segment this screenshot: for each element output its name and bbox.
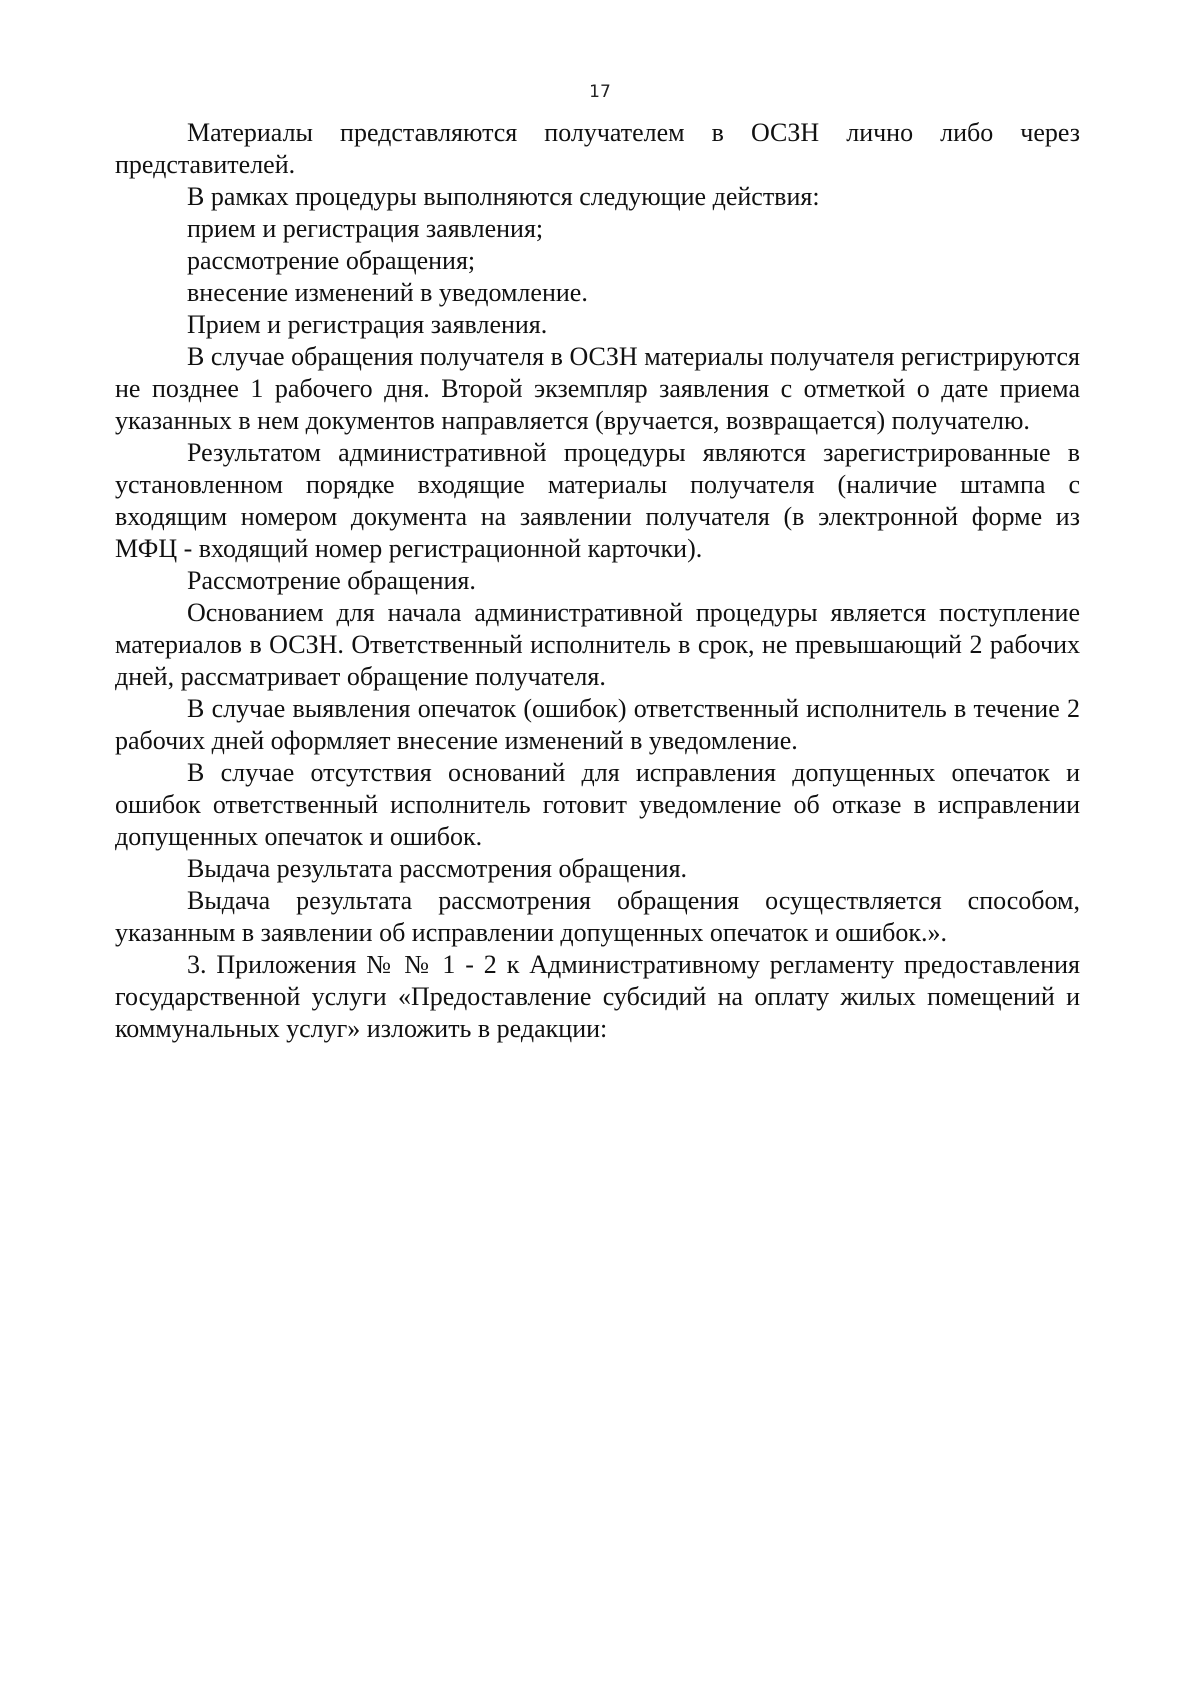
paragraph: 3. Приложения № № 1 - 2 к Административному регламенту предоставления государственной услуги «Предоставление субсидий на оплату жилых помещений и коммунальных услуг» изложить в редакции: (115, 950, 1080, 1043)
document-body (115, 117, 1080, 1045)
section-heading: Прием и регистрация заявления. (187, 310, 548, 339)
paragraph: рассмотрение обращения; (187, 246, 476, 275)
paragraph: Основанием для начала административной процедуры является поступление материалов в ОСЗН. Ответственный исполнитель в срок, не превышающий 2 рабочих дней, рассматривает обращение получателя. (115, 598, 1080, 691)
paragraph: В случае обращения получателя в ОСЗН материалы получателя регистрируются не позднее 1 рабочего дня. Второй экземпляр заявления с отметкой о дате приема указанных в нем документов направляется (вручается, возвращается) получателю. (115, 342, 1080, 435)
section-heading: Выдача результата рассмотрения обращения. (187, 854, 688, 883)
page-number: 17 (589, 82, 611, 102)
section-heading: Рассмотрение обращения. (187, 566, 476, 595)
paragraph: внесение изменений в уведомление. (187, 278, 588, 307)
paragraph: Результатом административной процедуры являются зарегистрированные в установленном порядке входящие материалы получателя (наличие штампа с входящим номером документа на заявлении получателя (в электронной форме из МФЦ - входящий номер регистрационной карточки). (115, 438, 1080, 563)
paragraph: В случае отсутствия оснований для исправления допущенных опечаток и ошибок ответственный исполнитель готовит уведомление об отказе в исправлении допущенных опечаток и ошибок. (115, 758, 1080, 851)
paragraph: В случае выявления опечаток (ошибок) ответственный исполнитель в течение 2 рабочих дней оформляет внесение изменений в уведомление. (115, 694, 1080, 755)
paragraph: Выдача результата рассмотрения обращения осуществляется способом, указанным в заявлении об исправлении допущенных опечаток и ошибок.». (115, 886, 1080, 947)
paragraph: прием и регистрация заявления; (187, 214, 544, 243)
paragraph: Материалы представляются получателем в ОСЗН лично либо через представителей. (115, 118, 1080, 179)
paragraph: В рамках процедуры выполняются следующие действия: (187, 182, 820, 211)
